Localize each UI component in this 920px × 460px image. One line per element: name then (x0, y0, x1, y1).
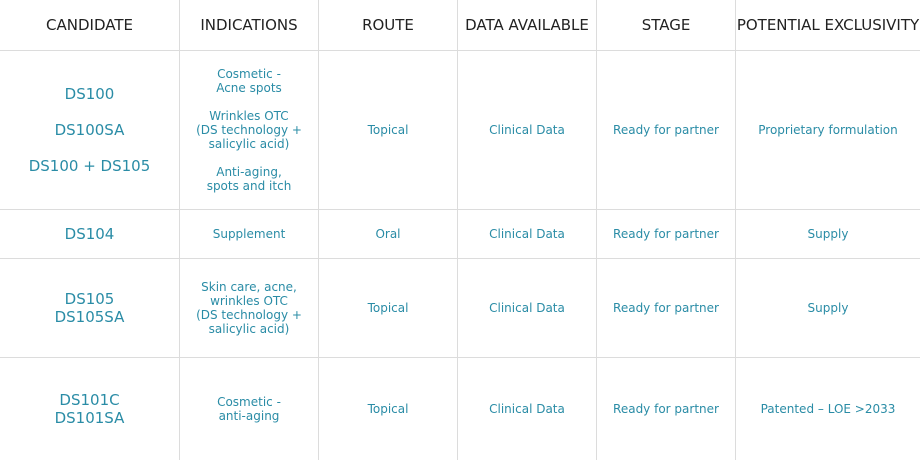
candidate-name: DS101C (59, 391, 120, 409)
header-route: ROUTE (319, 0, 458, 51)
data-available-cell: Clinical Data (458, 51, 597, 210)
candidate-name: DS100 + DS105 (28, 157, 151, 175)
header-data-available: DATA AVAILABLE (458, 0, 597, 51)
indication-line: Skin care, acne, (201, 280, 297, 294)
route-cell: Topical (319, 259, 458, 358)
candidate-cell (0, 259, 180, 358)
indication-line: spots and itch (206, 179, 292, 193)
header-candidate: CANDIDATE (0, 0, 180, 51)
candidate-name: DS105SA (54, 308, 125, 326)
candidate-cell (0, 358, 180, 460)
indications-cell (180, 358, 319, 460)
route-cell: Oral (319, 210, 458, 259)
header-stage: STAGE (597, 0, 736, 51)
data-available-cell: Clinical Data (458, 259, 597, 358)
indication-line: Supplement (212, 227, 286, 241)
candidate-cell (0, 51, 180, 210)
indication-line: Cosmetic - (217, 67, 281, 81)
stage-cell: Ready for partner (597, 259, 736, 358)
exclusivity-cell: Proprietary formulation (736, 51, 920, 210)
stage-cell: Ready for partner (597, 51, 736, 210)
candidate-name: DS100 (64, 85, 115, 103)
indications-cell (180, 51, 319, 210)
data-available-cell: Clinical Data (458, 358, 597, 460)
stage-cell: Ready for partner (597, 210, 736, 259)
exclusivity-cell: Patented – LOE >2033 (760, 402, 896, 416)
stage-cell: Ready for partner (597, 358, 736, 460)
candidate-name: DS104 (64, 225, 115, 243)
header-potential-exclusivity: POTENTIAL EXCLUSIVITY (736, 0, 920, 51)
indication-line: Anti-aging, (216, 165, 282, 179)
data-available-cell: Clinical Data (458, 210, 597, 259)
indication-line: Cosmetic - (217, 395, 281, 409)
exclusivity-cell: Supply (736, 210, 920, 259)
indication-line: Wrinkles OTC (209, 109, 289, 123)
route-cell: Topical (319, 51, 458, 210)
indication-line: (DS technology + (196, 123, 302, 137)
indication-line: Acne spots (216, 81, 282, 95)
header-indications: INDICATIONS (180, 0, 319, 51)
indication-line: anti-aging (218, 409, 280, 423)
indication-line: salicylic acid) (208, 322, 290, 336)
candidate-cell (0, 210, 180, 259)
indication-line: (DS technology + (196, 308, 302, 322)
indication-line: salicylic acid) (208, 137, 290, 151)
route-cell: Topical (319, 358, 458, 460)
candidate-name: DS105 (64, 290, 115, 308)
indications-cell (180, 259, 319, 358)
indication-line: wrinkles OTC (210, 294, 288, 308)
candidate-name: DS100SA (54, 121, 125, 139)
indications-cell (180, 210, 319, 259)
exclusivity-cell: Supply (736, 259, 920, 358)
candidate-name: DS101SA (54, 409, 125, 427)
